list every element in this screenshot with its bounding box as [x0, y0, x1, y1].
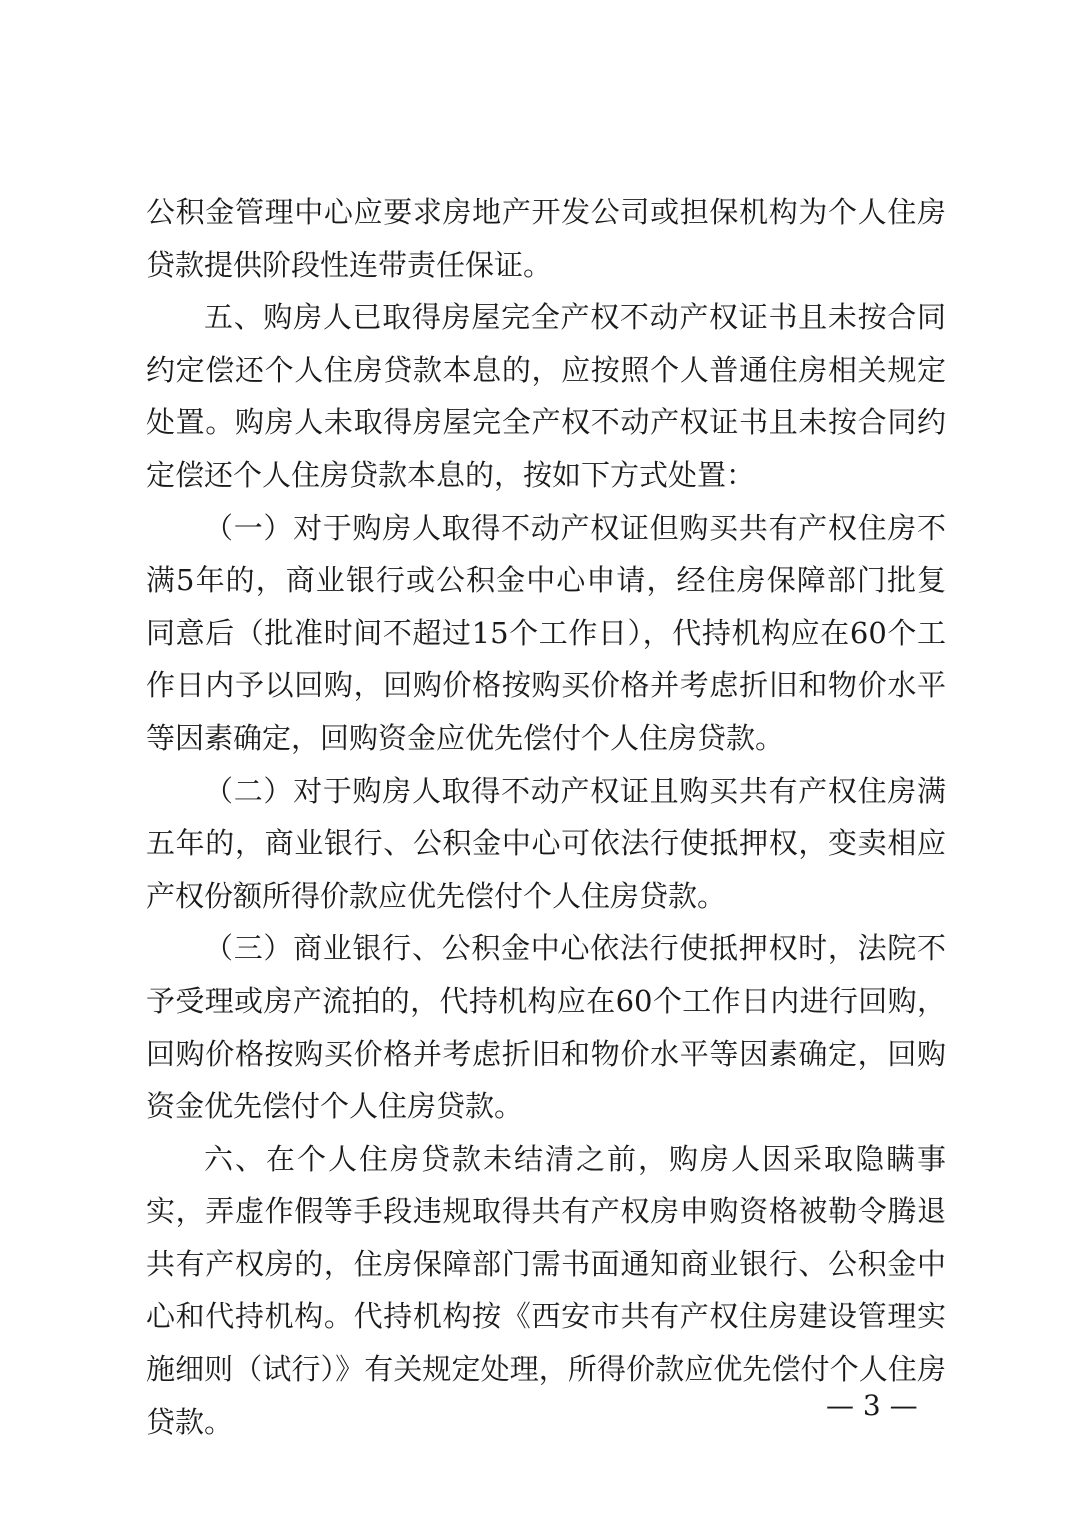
paragraph-sub-two: （二）对于购房人取得不动产权证且购买共有产权住房满五年的，商业银行、公积金中心可依法行使抵押权，变卖相应产权份额所得价款应优先偿付个人住房贷款。: [146, 773, 946, 913]
page-number: — 3 —: [826, 1389, 918, 1422]
paragraph-sub-three: （三）商业银行、公积金中心依法行使抵押权时，法院不予受理或房产流拍的，代持机构应在60个工作日内进行回购，回购价格按购买价格并考虑折旧和物价水平等因素确定，回购资金优先偿付个人住房贷款。: [146, 931, 946, 1124]
paragraph-continued: 公积金管理中心应要求房地产开发公司或担保机构为个人住房贷款提供阶段性连带责任保证。: [146, 195, 946, 282]
paragraph-sub-one: （一）对于购房人取得不动产权证但购买共有产权住房不满5年的，商业银行或公积金中心申请，经住房保障部门批复同意后（批准时间不超过15个工作日），代持机构应在60个工作日内予以回购，回购价格按购买价格并考虑折旧和物价水平等因素确定，回购资金应优先偿付个人住房贷款。: [146, 510, 946, 755]
paragraph-item-five: 五、购房人已取得房屋完全产权不动产权证书且未按合同约定偿还个人住房贷款本息的，应按照个人普通住房相关规定处置。购房人未取得房屋完全产权不动产权证书且未按合同约定偿还个人住房贷款本息的，按如下方式处置：: [146, 300, 946, 492]
paragraph-item-six: 六、在个人住房贷款未结清之前，购房人因采取隐瞒事实，弄虚作假等手段违规取得共有产权房申购资格被勒令腾退共有产权房的，住房保障部门需书面通知商业银行、公积金中心和代持机构。代持机构按《西安市共有产权住房建设管理实施细则（试行）》有关规定处理，所得价款应优先偿付个人住房贷款。: [146, 1141, 946, 1439]
body-text: [146, 186, 946, 1448]
